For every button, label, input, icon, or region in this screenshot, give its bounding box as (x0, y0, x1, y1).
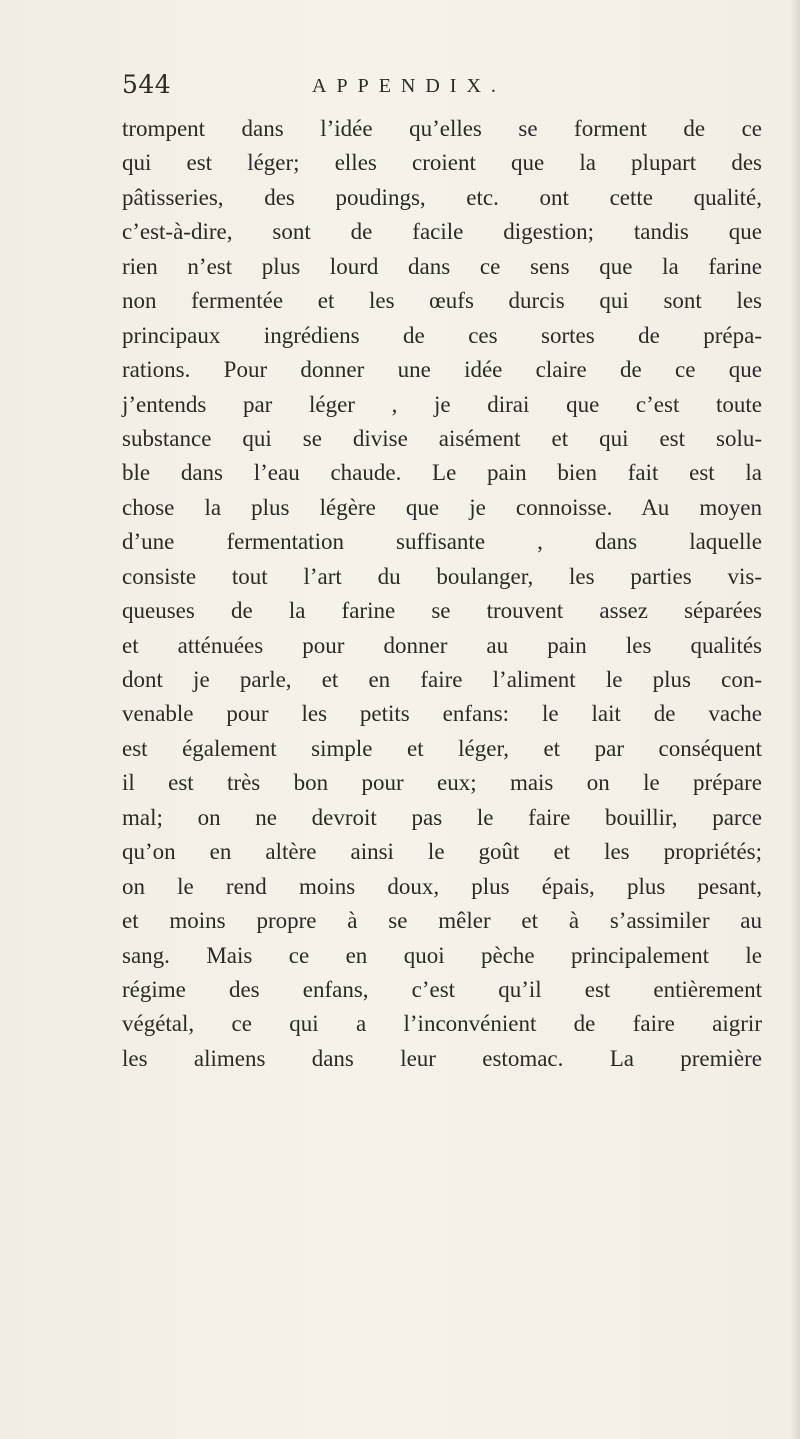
page-edge-shadow (790, 0, 800, 1439)
text-line: consiste tout l’art du boulanger, les parties vis- (122, 563, 762, 589)
text-line: régime des enfans, c’est qu’il est entièrement (122, 976, 762, 1002)
text-line: on le rend moins doux, plus épais, plus pesant, (122, 873, 762, 899)
page-number: 544 (122, 70, 172, 99)
text-line: rien n’est plus lourd dans ce sens que la farine (122, 253, 762, 279)
text-line: les alimens dans leur estomac. La première (122, 1045, 762, 1071)
running-head: APPENDIX. (312, 75, 506, 97)
text-line: chose la plus légère que je connoisse. Au moyen (122, 494, 762, 520)
text-line: substance qui se divise aisément et qui est solu- (122, 425, 762, 451)
text-line: venable pour les petits enfans: le lait de vache (122, 701, 762, 727)
text-line: et moins propre à se mêler et à s’assimiler au (122, 908, 762, 934)
text-line: principaux ingrédiens de ces sortes de prépa- (122, 322, 762, 348)
text-line: mal; on ne devroit pas le faire bouillir, parce (122, 804, 762, 830)
text-line: qui est léger; elles croient que la plupart des (122, 150, 762, 176)
text-line: pâtisseries, des poudings, etc. ont cette qualité, (122, 184, 762, 210)
text-line: végétal, ce qui a l’inconvénient de faire aigrir (122, 1011, 762, 1037)
text-line: il est très bon pour eux; mais on le prépare (122, 770, 762, 796)
text-line: qu’on en altère ainsi le goût et les propriétés; (122, 839, 762, 865)
text-line: rations. Pour donner une idée claire de ce que (122, 357, 762, 383)
text-line: j’entends par léger , je dirai que c’est toute (122, 391, 762, 417)
text-line: non fermentée et les œufs durcis qui sont les (122, 288, 762, 314)
text-line: ble dans l’eau chaude. Le pain bien fait est la (122, 460, 762, 486)
text-line: trompent dans l’idée qu’elles se forment de ce (122, 116, 762, 141)
text-line: d’une fermentation suffisante , dans laquelle (122, 529, 762, 555)
page-header (122, 70, 762, 110)
text-line: et atténuées pour donner au pain les qualités (122, 632, 762, 658)
text-line: c’est-à-dire, sont de facile digestion; tandis que (122, 219, 762, 245)
text-line: queuses de la farine se trouvent assez séparées (122, 598, 762, 624)
text-line: est également simple et léger, et par conséquent (122, 735, 762, 761)
text-line: sang. Mais ce en quoi pèche principalement le (122, 942, 762, 968)
text-line: dont je parle, et en faire l’aliment le plus con- (122, 667, 762, 692)
body-text (122, 112, 762, 1076)
